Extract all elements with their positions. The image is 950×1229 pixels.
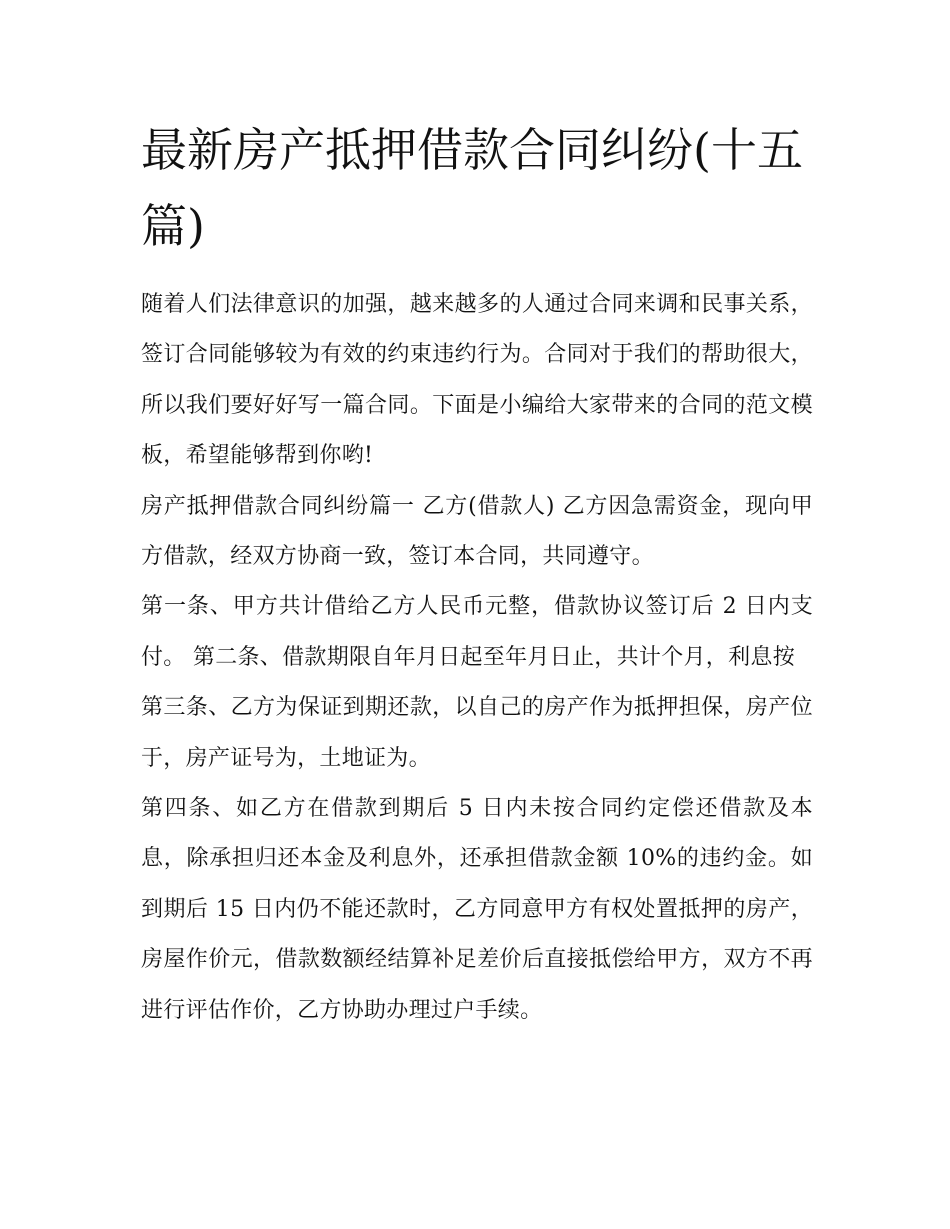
document-title: 最新房产抵押借款合同纠纷(十五篇) [141,123,803,253]
contract-preamble-paragraph: 房产抵押借款合同纠纷篇一 乙方(借款人) 乙方因急需资金，现向甲方借款，经双方协商一致，签订本合同，共同遵守。 [141,493,813,570]
article-four-paragraph: 第四条、如乙方在借款到期后 5 日内未按合同约定偿还借款及本息，除承担归还本金及利息外，还承担借款金额 10%的违约金。如到期后 15 日内仍不能还款时，乙方同意甲方有权处置抵押的房产，房屋作价元，借款数额经结算补足差价后直接抵偿给甲方，双方不再进行评估作价，乙方协助办理过户手续。 [141,796,813,1023]
article-one-two-paragraph: 第一条、甲方共计借给乙方人民币元整，借款协议签订后 2 日内支付。 第二条、借款期限自年月日起至年月日止，共计个月，利息按 [141,594,813,670]
document-body [141,112,813,1036]
article-three-paragraph: 第三条、乙方为保证到期还款，以自己的房产作为抵押担保，房产位于，房产证号为，土地证为。 [141,695,813,771]
intro-paragraph: 随着人们法律意识的加强，越来越多的人通过合同来调和民事关系，签订合同能够较为有效的约束违约行为。合同对于我们的帮助很大，所以我们要好好写一篇合同。下面是小编给大家带来的合同的范文模板，希望能够帮到你哟! [141,292,813,469]
